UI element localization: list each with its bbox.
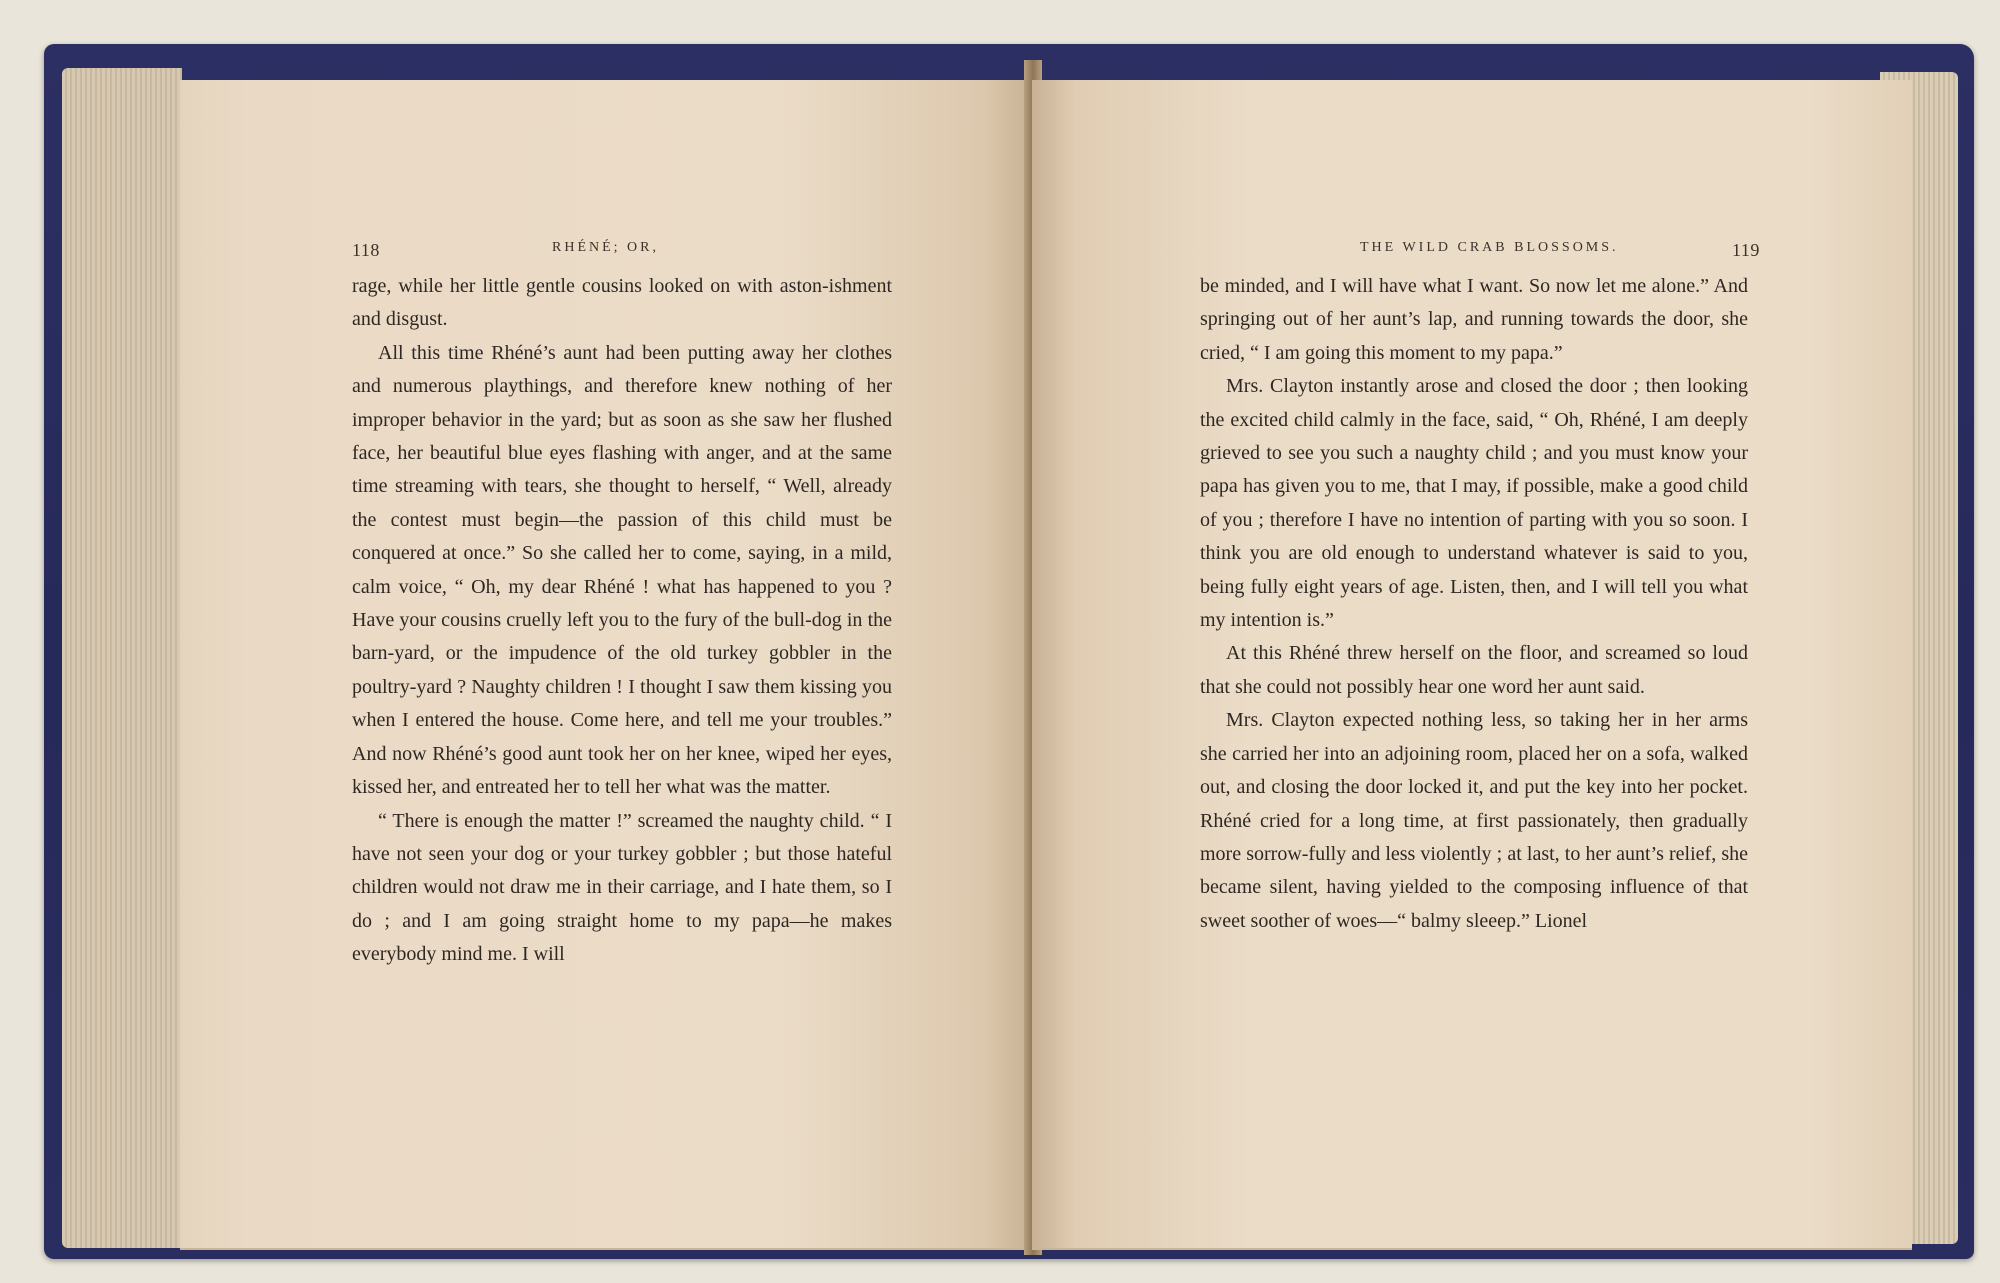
paragraph: rage, while her little gentle cousins looked on with aston-ishment and disgust. (352, 275, 892, 331)
right-page-body (1200, 270, 1748, 938)
left-page-header (352, 240, 892, 264)
right-page-header (1200, 240, 1760, 264)
left-page-body (352, 270, 892, 972)
left-page-number: 118 (352, 240, 380, 260)
page-edges-left (62, 68, 182, 1248)
paragraph: All this time Rhéné’s aunt had been putting away her clothes and numerous playthings, and therefore knew nothing of her improper behavior in the yard; but as soon as she saw her flushed face, her beautiful blue eyes flashing with anger, and at the same time streaming with tears, she thought to herself, “ Well, already the contest must begin—the passion of this child must be conquered at once.” So she called her to come, saying, in a mild, calm voice, “ Oh, my dear Rhéné ! what has happened to you ? Have your cousins cruelly left you to the fury of the bull-dog in the barn-yard, or the impudence of the old turkey gobbler in the poultry-yard ? Naughty children ! I thought I saw them kissing you when I entered the house. Come here, and tell me your troubles.” And now Rhéné’s good aunt took her on her knee, wiped her eyes, kissed her, and entreated her to tell her what was the matter. (352, 341, 892, 799)
right-page (1032, 80, 1912, 1250)
paragraph: At this Rhéné threw herself on the floor, and screamed so loud that she could not possibly hear one word her aunt said. (1200, 642, 1748, 698)
paragraph: “ There is enough the matter !” screamed the naughty child. “ I have not seen your dog or your turkey gobbler ; but those hateful children would not draw me in their carriage, and I hate them, so I do ; and I am going straight home to my papa—he makes everybody mind me. I will (352, 809, 892, 966)
paragraph: be minded, and I will have what I want. So now let me alone.” And springing out of her aunt’s lap, and running towards the door, she cried, “ I am going this moment to my papa.” (1200, 275, 1748, 364)
right-page-number: 119 (1732, 240, 1760, 260)
left-page (180, 80, 1036, 1250)
left-running-head: RHÉNÉ; OR, (552, 240, 659, 255)
paragraph: Mrs. Clayton instantly arose and closed the door ; then looking the excited child calmly in the face, said, “ Oh, Rhéné, I am deeply grieved to see you such a naughty child ; and you must know your papa has given you to me, that I may, if possible, make a good child of you ; therefore I have no intention of parting with you so soon. I think you are old enough to understand whatever is said to you, being fully eight years of age. Listen, then, and I will tell you what my intention is.” (1200, 375, 1748, 632)
paragraph: Mrs. Clayton expected nothing less, so taking her in her arms she carried her into an adjoining room, placed her on a sofa, walked out, and closing the door locked it, and put the key into her pocket. Rhéné cried for a long time, at first passionately, then gradually more sorrow-fully and less violently ; at last, to her aunt’s relief, she became silent, having yielded to the composing influence of that sweet soother of woes—“ balmy sleeep.” Lionel (1200, 709, 1748, 932)
right-running-head: THE WILD CRAB BLOSSOMS. (1360, 240, 1619, 255)
